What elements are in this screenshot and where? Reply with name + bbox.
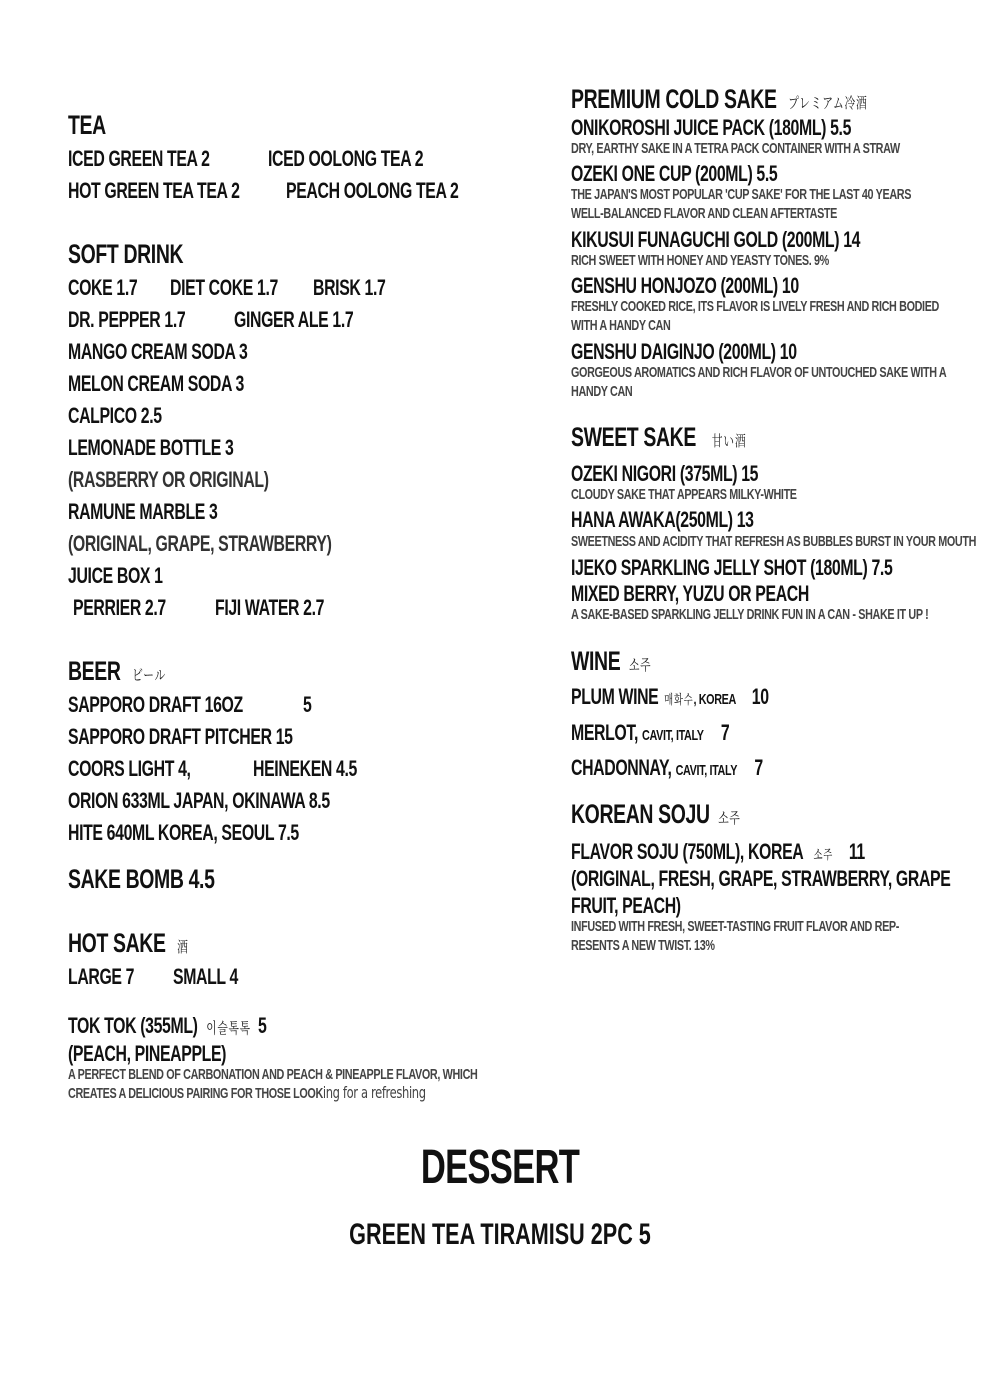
menu-item-tok-tok [68, 1013, 266, 1041]
premium-cold-sake-heading [571, 84, 868, 118]
sweet-sake-jp: 甘い酒 [711, 432, 747, 450]
tea-heading: TEA [68, 110, 106, 140]
menu-item-chardonnay [571, 755, 763, 784]
menu-item-orion: ORION 633ML JAPAN, OKINAWA 8.5 [68, 788, 330, 813]
menu-item-ramune: RAMUNE MARBLE 3 [68, 499, 218, 524]
menu-item-peach-oolong-tea: PEACH OOLONG TEA 2 [286, 178, 459, 203]
wine-heading [571, 646, 651, 680]
ozeki-description-line1: THE JAPAN'S MOST POPULAR 'CUP SAKE' FOR THE LAST 40 YEARS [571, 186, 912, 203]
menu-item-merlot [571, 720, 729, 749]
hot-sake-heading-label: HOT SAKE [68, 928, 166, 958]
tok-tok-name: TOK TOK (355ML) [68, 1013, 198, 1038]
menu-item-calpico: CALPICO 2.5 [68, 403, 162, 428]
menu-item-hot-green-tea: HOT GREEN TEA TEA 2 [68, 178, 240, 203]
sake-bomb-heading: SAKE BOMB 4.5 [68, 864, 215, 894]
menu-item-plum-wine [571, 684, 769, 714]
menu-item-flavor-soju [571, 839, 865, 869]
chardonnay-name: CHADONNAY, [571, 755, 672, 780]
menu-item-green-tea-tiramisu: GREEN TEA TIRAMISU 2PC 5 [349, 1218, 651, 1251]
daiginjo-description-line2: HANDY CAN [571, 383, 633, 400]
beer-heading-jp: ビール [132, 666, 167, 684]
menu-item-iced-oolong-tea: ICED OOLONG TEA 2 [268, 146, 424, 171]
menu-item-ozeki-one-cup: OZEKI ONE CUP (200ML) 5.5 [571, 161, 778, 186]
hana-awaka-description: SWEETNESS AND ACIDITY THAT REFRESH AS BUBBLES BURST IN YOUR MOUTH [571, 533, 977, 550]
menu-item-hot-sake-small: SMALL 4 [173, 964, 238, 989]
beer-heading-label: BEER [68, 656, 121, 686]
menu-item-juice-box: JUICE BOX 1 [68, 563, 163, 588]
menu-item-dr-pepper: DR. PEPPER 1.7 [68, 307, 186, 332]
sweet-sake-label: SWEET SAKE [571, 422, 696, 452]
menu-item-sapporo-16oz: SAPPORO DRAFT 16OZ [68, 692, 243, 717]
nigori-description: CLOUDY SAKE THAT APPEARS MILKY-WHITE [571, 486, 797, 503]
menu-item-genshu-daiginjo: GENSHU DAIGINJO (200ML) 10 [571, 339, 797, 364]
wine-heading-label: WINE [571, 646, 621, 676]
merlot-name: MERLOT, [571, 720, 639, 745]
merlot-origin: CAVIT, ITALY [642, 727, 704, 744]
menu-item-genshu-honjozo: GENSHU HONJOZO (200ML) 10 [571, 273, 799, 298]
tok-tok-description-line2 [68, 1084, 426, 1103]
tok-tok-price: 5 [258, 1013, 267, 1038]
tok-tok-description-line1: A PERFECT BLEND OF CARBONATION AND PEACH & PINEAPPLE FLAVOR, WHICH [68, 1066, 478, 1083]
menu-item-ozeki-nigori: OZEKI NIGORI (375ML) 15 [571, 461, 759, 486]
flavor-soju-description-line2: RESENTS A NEW TWIST. 13% [571, 937, 715, 954]
hot-sake-heading-jp: 酒 [177, 938, 189, 956]
ijeko-description: A SAKE-BASED SPARKLING JELLY DRINK FUN IN A CAN - SHAKE IT UP ! [571, 606, 929, 623]
menu-item-heineken: HEINEKEN 4.5 [253, 756, 357, 781]
menu-item-hite: HITE 640ML KOREA, SEOUL 7.5 [68, 820, 299, 845]
honjozo-description-line1: FRESHLY COOKED RICE, ITS FLAVOR IS LIVELY FRESH AND RICH BODIED [571, 298, 939, 315]
menu-item-diet-coke: DIET COKE 1.7 [170, 275, 278, 300]
flavor-soju-price: 11 [848, 839, 865, 864]
soft-drink-heading: SOFT DRINK [68, 239, 184, 269]
plum-wine-name: PLUM WINE [571, 684, 659, 709]
sweet-sake-heading [571, 422, 746, 456]
korean-soju-kr: 소주 [718, 809, 741, 827]
hot-sake-heading [68, 928, 189, 962]
menu-item-perrier: PERRIER 2.7 [73, 595, 166, 620]
korean-soju-heading [571, 799, 741, 833]
tok-tok-description-upper: CREATES A DELICIOUS PAIRING FOR THOSE LOOK [68, 1085, 323, 1102]
tok-tok-flavors: (PEACH, PINEAPPLE) [68, 1041, 227, 1066]
menu-item-hana-awaka: HANA AWAKA(250ML) 13 [571, 507, 754, 532]
flavor-soju-description-line1: INFUSED WITH FRESH, SWEET-TASTING FRUIT FLAVOR AND REP- [571, 918, 899, 935]
ijeko-flavors: MIXED BERRY, YUZU OR PEACH [571, 581, 809, 606]
premium-cold-sake-jp: プレミアム冷酒 [788, 94, 868, 112]
tok-tok-name-kr: 이슬톡톡 [206, 1019, 251, 1037]
flavor-soju-name: FLAVOR SOJU (750ML), KOREA [571, 839, 804, 864]
menu-item-hot-sake-large: LARGE 7 [68, 964, 135, 989]
sapporo-16oz-price: 5 [303, 692, 312, 717]
menu-item-coors-light: COORS LIGHT 4, [68, 756, 191, 781]
menu-item-kikusui: KIKUSUI FUNAGUCHI GOLD (200ML) 14 [571, 227, 861, 252]
menu-item-sapporo-pitcher: SAPPORO DRAFT PITCHER 15 [68, 724, 293, 749]
menu-item-onikoroshi: ONIKOROSHI JUICE PACK (180ML) 5.5 [571, 115, 852, 140]
ramune-options: (ORIGINAL, GRAPE, STRAWBERRY) [68, 531, 332, 556]
merlot-price: 7 [720, 720, 730, 745]
plum-wine-kr: 매화수 [664, 693, 694, 708]
lemonade-options: (RASBERRY OR ORIGINAL) [68, 467, 269, 492]
ozeki-description-line2: WELL-BALANCED FLAVOR AND CLEAN AFTERTASTE [571, 205, 838, 222]
menu-item-ijeko-jelly-shot: IJEKO SPARKLING JELLY SHOT (180ML) 7.5 [571, 555, 893, 580]
menu-item-iced-green-tea: ICED GREEN TEA 2 [68, 146, 210, 171]
menu-item-fiji-water: FIJI WATER 2.7 [215, 595, 325, 620]
kikusui-description: RICH SWEET WITH HONEY AND YEASTY TONES. 9% [571, 252, 829, 269]
premium-cold-sake-label: PREMIUM COLD SAKE [571, 84, 777, 114]
menu-item-melon-cream-soda: MELON CREAM SODA 3 [68, 371, 244, 396]
honjozo-description-line2: WITH A HANDY CAN [571, 317, 671, 334]
onikoroshi-description: DRY, EARTHY SAKE IN A TETRA PACK CONTAINER WITH A STRAW [571, 140, 900, 157]
wine-heading-kr: 소주 [628, 656, 652, 674]
dessert-heading: DESSERT [420, 1141, 580, 1194]
tok-tok-description-lower: ing for a refreshing [322, 1083, 426, 1102]
beer-heading [68, 656, 166, 690]
plum-wine-price: 10 [751, 684, 769, 709]
flavor-soju-kr: 소주 [813, 848, 833, 863]
menu-item-ginger-ale: GINGER ALE 1.7 [234, 307, 354, 332]
korean-soju-label: KOREAN SOJU [571, 799, 710, 829]
menu-item-lemonade: LEMONADE BOTTLE 3 [68, 435, 234, 460]
menu-item-mango-cream-soda: MANGO CREAM SODA 3 [68, 339, 248, 364]
flavor-soju-options-line1: (ORIGINAL, FRESH, GRAPE, STRAWBERRY, GRAPE [571, 866, 951, 891]
daiginjo-description-line1: GORGEOUS AROMATICS AND RICH FLAVOR OF UNTOUCHED SAKE WITH A [571, 364, 947, 381]
chardonnay-price: 7 [754, 755, 763, 780]
menu-item-brisk: BRISK 1.7 [313, 275, 386, 300]
menu-item-coke: COKE 1.7 [68, 275, 138, 300]
chardonnay-origin: CAVIT, ITALY [675, 762, 738, 779]
plum-wine-origin: , KOREA [693, 691, 736, 708]
flavor-soju-options-line2: FRUIT, PEACH) [571, 893, 681, 918]
